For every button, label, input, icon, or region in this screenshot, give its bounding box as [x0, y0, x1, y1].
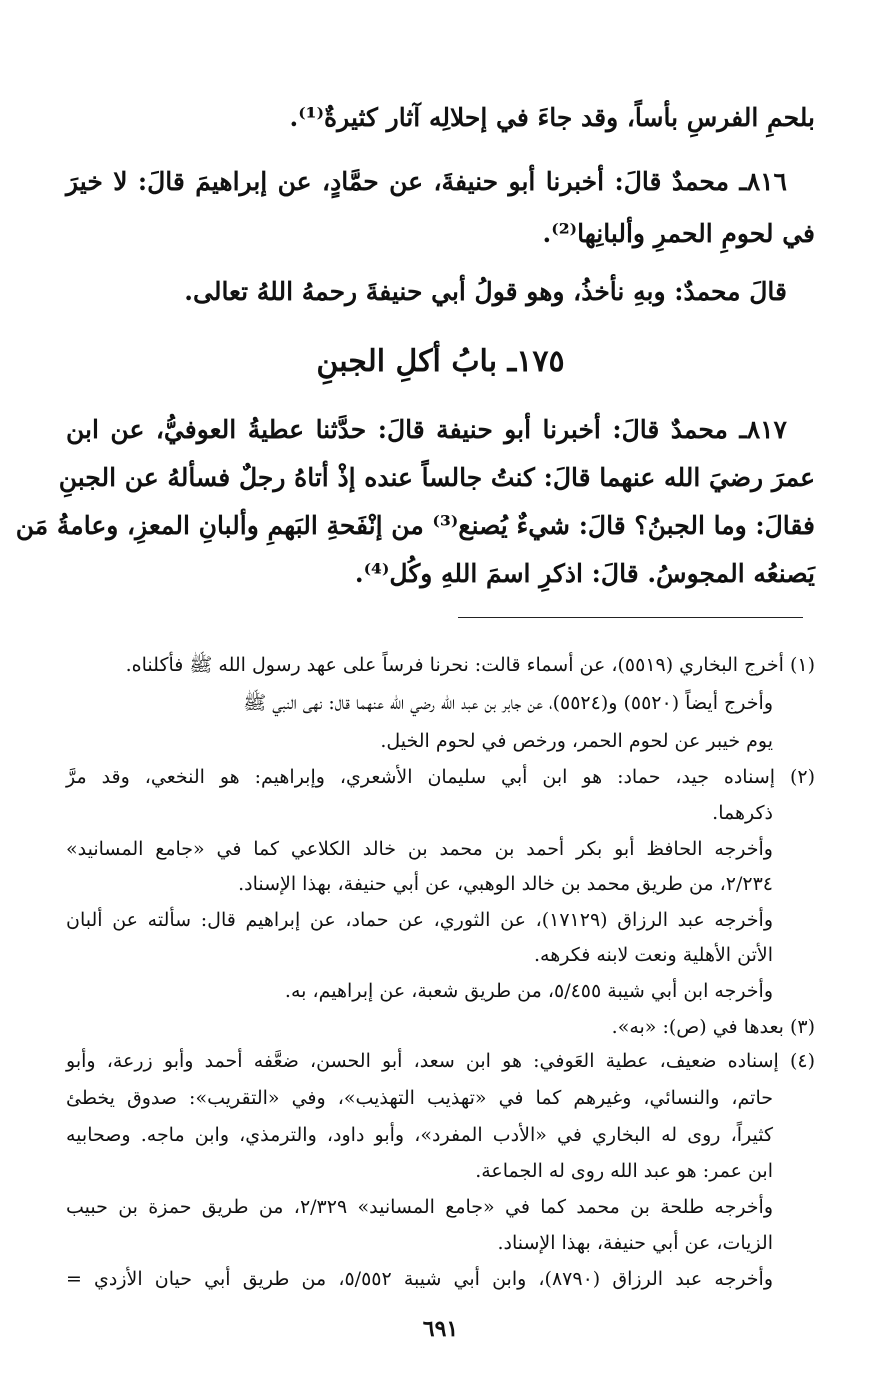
page-number: ٦٩١ [422, 1316, 459, 1342]
hadith-817-line: ٨١٧ـ محمدٌ قالَ: أخبرنا أبو حنيفة قالَ: حدَّثنا عطيةُ العوفيُّ، عن ابن [66, 415, 787, 444]
main-text-line: فقالَ: وما الجبنُ؟ قالَ: شيءٌ يُصنع⁽³⁾ من إنْفَحةِ البَهمِ وألبانِ المعزِ، وعامةُ مَن [15, 511, 815, 540]
footnote-line: الزيات، عن أبي حنيفة، بهذا الإسناد. [497, 1232, 773, 1254]
main-text-line: يَصنعُه المجوسُ. قالَ: اذكرِ اسمَ اللهِ وكُل⁽⁴⁾. [354, 559, 815, 588]
footnote-line: ٢/٢٣٤، من طريق محمد بن خالد الوهبي، عن أبي حنيفة، بهذا الإسناد. [238, 873, 773, 895]
footnote-line: وأخرجه الحافظ أبو بكر أحمد بن محمد بن خالد الكلاعي كما في «جامع المسانيد» [66, 838, 773, 860]
main-text-line: بلحمِ الفرسِ بأساً، وقد جاءَ في إحلالِه آثار كثيرةٌ⁽¹⁾. [289, 103, 815, 132]
footnote-line: وأخرجه ابن أبي شيبة ٥/٤٥٥، من طريق شعبة، عن إبراهيم، به. [284, 980, 773, 1002]
footnote-line: وأخرجه عبد الرزاق (٨٧٩٠)، وابن أبي شيبة ٥/٥٥٢، من طريق أبي حيان الأزدي = [66, 1268, 774, 1290]
main-text-line: في لحومِ الحمرِ وألبانِها⁽²⁾. [542, 219, 815, 248]
footnote-line: كثيراً، روى له البخاري في «الأدب المفرد»، وأبو داود، والترمذي، وابن ماجه. وصحابيه [66, 1124, 773, 1146]
footnote-1: (١) أخرج البخاري (٥٥١٩)، عن أسماء قالت: نحرنا فرساً على عهد رسول الله ﷺ فأكلناه. [125, 654, 815, 676]
main-text-line: قالَ محمدٌ: وبهِ نأخذُ، وهو قولُ أبي حنيفةَ رحمهُ اللهُ تعالى. [184, 277, 787, 306]
main-text-line: عمرَ رضيَ الله عنهما قالَ: كنتُ جالساً عنده إذْ أتاهُ رجلٌ فسألهُ عن الجبنِ [58, 463, 815, 492]
chapter-heading: ١٧٥ـ بابُ أكلِ الجبنِ [316, 344, 565, 379]
hadith-816-line: ٨١٦ـ محمدٌ قالَ: أخبرنا أبو حنيفةَ، عن حمَّادٍ، عن إبراهيمَ قالَ: لا خيرَ [66, 167, 787, 196]
footnote-line: يوم خيبر عن لحوم الحمر، ورخص في لحوم الخيل. [380, 730, 773, 752]
footnote-line: الأتن الأهلية ونعت لابنه فكرهه. [533, 944, 773, 966]
footnote-line: وأخرجه طلحة بن محمد كما في «جامع المسانيد» ٢/٣٢٩، من طريق حمزة بن حبيب [66, 1196, 774, 1218]
footnote-line: ابن عمر: هو عبد الله روى له الجماعة. [475, 1160, 773, 1182]
footnote-line: وأخرجه عبد الرزاق (١٧١٢٩)، عن الثوري، عن حماد، عن إبراهيم قال: سألته عن ألبان [66, 909, 774, 931]
book-page [15, 0, 815, 1387]
footnote-3: (٣) بعدها في (ص): «به». [611, 1016, 815, 1038]
footnote-line: ذكرهما. [712, 802, 773, 824]
footnote-4: (٤) إسناده ضعيف، عطية العَوفي: هو ابن سعد، أبو الحسن، ضعَّفه أحمد وأبو زرعة، وأبو [66, 1050, 815, 1072]
footnote-line: وأخرج أيضاً (٥٥٢٠) و(٥٥٢٤)، عن جابر بن عبد الله رضي الله عنهما قال: نهى النبي ﷺ [243, 692, 773, 714]
footnote-separator [458, 617, 803, 618]
footnote-2: (٢) إسناده جيد، حماد: هو ابن أبي سليمان الأشعري، وإبراهيم: هو النخعي، وقد مرَّ [66, 766, 815, 788]
footnote-line: حاتم، والنسائي، وغيرهم كما في «تهذيب التهذيب»، وفي «التقريب»: صدوق يخطئ [66, 1087, 773, 1109]
